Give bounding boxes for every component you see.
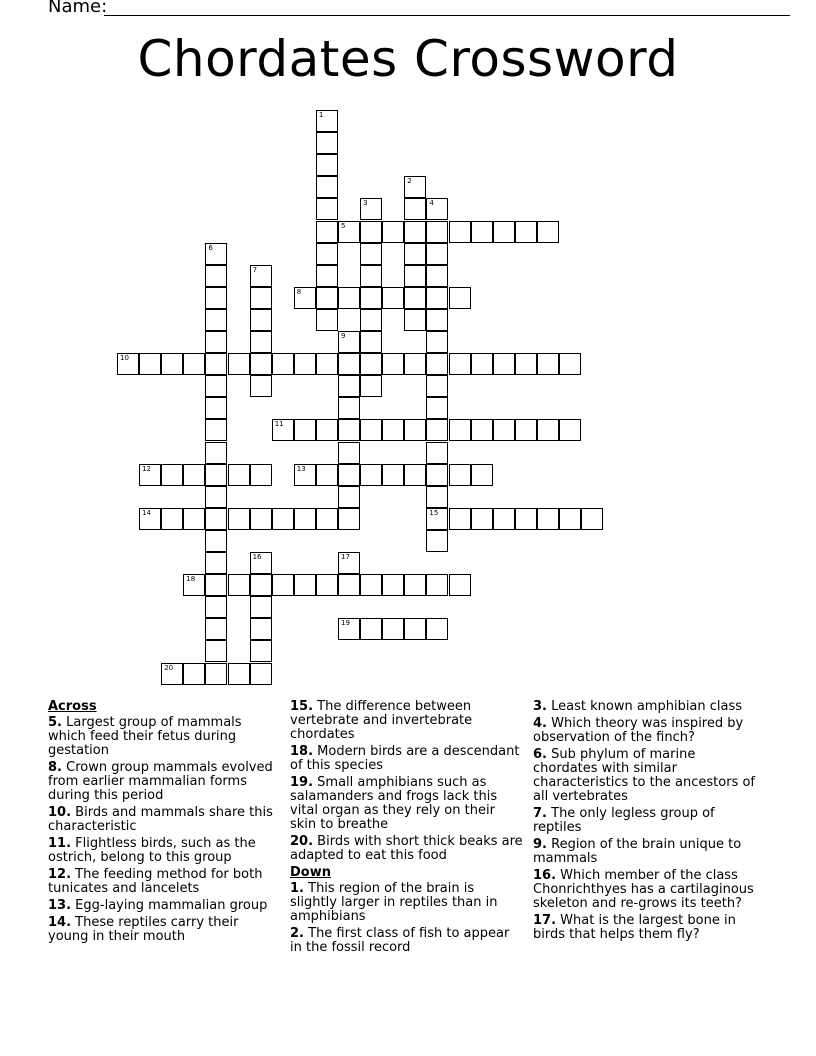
grid-cell[interactable] bbox=[294, 287, 316, 309]
grid-cell[interactable] bbox=[250, 508, 272, 530]
grid-cell[interactable] bbox=[404, 574, 426, 596]
grid-cell[interactable] bbox=[338, 375, 360, 397]
grid-cell[interactable] bbox=[382, 618, 404, 640]
grid-cell[interactable] bbox=[382, 464, 404, 486]
clue-number: 17 bbox=[341, 553, 350, 561]
grid-cell[interactable] bbox=[360, 198, 382, 220]
grid-cell[interactable] bbox=[316, 110, 338, 132]
grid-cell[interactable] bbox=[471, 221, 493, 243]
grid-cell[interactable] bbox=[205, 574, 227, 596]
grid-cell[interactable] bbox=[515, 419, 537, 441]
clue-across-20: 20. Birds with short thick beaks are adapted to eat this food bbox=[290, 834, 523, 863]
clue-column-3 bbox=[533, 700, 763, 945]
clue-number: 4 bbox=[429, 199, 434, 208]
grid-cell[interactable] bbox=[161, 464, 183, 486]
grid-cell[interactable] bbox=[338, 552, 360, 574]
grid-cell[interactable] bbox=[360, 375, 382, 397]
grid-cell[interactable] bbox=[449, 287, 471, 309]
grid-cell[interactable] bbox=[139, 508, 161, 530]
grid-cell[interactable] bbox=[426, 442, 448, 464]
grid-cell[interactable] bbox=[205, 309, 227, 331]
grid-cell[interactable] bbox=[205, 508, 227, 530]
clue-across-11: 11. Flightless birds, such as the ostrich, belong to this group bbox=[48, 836, 256, 865]
clue-number: 19 bbox=[341, 619, 350, 628]
grid-cell[interactable] bbox=[404, 419, 426, 441]
clue-across-18: 18. Modern birds are a descendant of this species bbox=[290, 744, 520, 773]
grid-cell[interactable] bbox=[360, 618, 382, 640]
grid-cell[interactable] bbox=[537, 221, 559, 243]
grid-cell[interactable] bbox=[360, 243, 382, 265]
clue-down-2: 2. The first class of fish to appear in the fossil record bbox=[290, 926, 510, 955]
grid-cell[interactable] bbox=[250, 663, 272, 685]
grid-cell[interactable] bbox=[382, 419, 404, 441]
grid-cell[interactable] bbox=[360, 309, 382, 331]
grid-cell[interactable] bbox=[404, 618, 426, 640]
clue-number: 18 bbox=[186, 575, 196, 584]
clue-down-9: 9. Region of the brain unique to mammals bbox=[533, 837, 742, 866]
grid-cell[interactable] bbox=[316, 198, 338, 220]
grid-cell[interactable] bbox=[493, 221, 515, 243]
grid-cell[interactable] bbox=[250, 287, 272, 309]
clue-number: 3 bbox=[363, 199, 368, 208]
grid-cell[interactable] bbox=[515, 221, 537, 243]
grid-cell[interactable] bbox=[471, 419, 493, 441]
grid-cell[interactable] bbox=[360, 464, 382, 486]
grid-cell[interactable] bbox=[316, 353, 338, 375]
grid-cell[interactable] bbox=[515, 353, 537, 375]
grid-cell[interactable] bbox=[338, 221, 360, 243]
grid-cell[interactable] bbox=[338, 287, 360, 309]
grid-cell[interactable] bbox=[426, 287, 448, 309]
clue-down-4: 4. Which theory was inspired by observation of the finch? bbox=[533, 716, 744, 745]
grid-cell[interactable] bbox=[316, 309, 338, 331]
grid-cell[interactable] bbox=[360, 574, 382, 596]
grid-cell[interactable] bbox=[205, 464, 227, 486]
grid-cell[interactable] bbox=[316, 508, 338, 530]
grid-cell[interactable] bbox=[338, 331, 360, 353]
grid-cell[interactable] bbox=[183, 574, 205, 596]
clue-number: 20 bbox=[164, 663, 174, 672]
clue-number: 11 bbox=[274, 420, 284, 429]
grid-cell[interactable] bbox=[205, 397, 227, 419]
grid-cell[interactable] bbox=[581, 508, 603, 530]
clue-number: 8 bbox=[296, 287, 302, 296]
grid-cell[interactable] bbox=[228, 353, 250, 375]
grid-cell[interactable] bbox=[139, 353, 161, 375]
clue-down-6: 6. Sub phylum of marine chordates with similar characteristics to the ancestors of all vertebrates bbox=[533, 747, 756, 804]
grid-cell[interactable] bbox=[426, 243, 448, 265]
grid-cell[interactable] bbox=[294, 464, 316, 486]
clue-number: 16 bbox=[252, 553, 262, 561]
grid-cell[interactable] bbox=[426, 198, 448, 220]
grid-cell[interactable] bbox=[426, 309, 448, 331]
clue-across-10: 10. Birds and mammals share this characteristic bbox=[48, 805, 273, 834]
across-heading: Across bbox=[48, 699, 97, 714]
grid-cell[interactable] bbox=[250, 309, 272, 331]
grid-cell[interactable] bbox=[294, 574, 316, 596]
clue-number: 5 bbox=[341, 221, 346, 230]
grid-cell[interactable] bbox=[228, 663, 250, 685]
clue-number: 14 bbox=[142, 508, 152, 517]
grid-cell[interactable] bbox=[382, 221, 404, 243]
grid-cell[interactable] bbox=[205, 375, 227, 397]
clue-number: 9 bbox=[341, 332, 346, 340]
grid-cell[interactable] bbox=[338, 486, 360, 508]
grid-cell[interactable] bbox=[493, 419, 515, 441]
grid-cell[interactable] bbox=[338, 464, 360, 486]
grid-cell[interactable] bbox=[294, 353, 316, 375]
grid-cell[interactable] bbox=[205, 618, 227, 640]
grid-cell[interactable] bbox=[205, 353, 227, 375]
grid-cell[interactable] bbox=[537, 419, 559, 441]
grid-cell[interactable] bbox=[360, 419, 382, 441]
grid-cell[interactable] bbox=[316, 243, 338, 265]
grid-cell[interactable] bbox=[139, 464, 161, 486]
clue-across-8: 8. Crown group mammals evolved from earlier mammalian forms during this period bbox=[48, 760, 273, 803]
grid-cell[interactable] bbox=[205, 287, 227, 309]
grid-cell[interactable] bbox=[338, 574, 360, 596]
grid-cell[interactable] bbox=[404, 198, 426, 220]
grid-cell[interactable] bbox=[205, 442, 227, 464]
grid-cell[interactable] bbox=[449, 221, 471, 243]
clue-across-19: 19. Small amphibians such as salamanders and frogs lack this vital organ as they rely on their skin to breathe bbox=[290, 775, 498, 832]
grid-cell[interactable] bbox=[183, 353, 205, 375]
grid-cell[interactable] bbox=[250, 574, 272, 596]
grid-cell[interactable] bbox=[426, 265, 448, 287]
name-label: Name: bbox=[48, 0, 108, 17]
grid-cell[interactable] bbox=[471, 353, 493, 375]
clue-across-13: 13. Egg-laying mammalian group bbox=[48, 898, 268, 913]
clue-number: 12 bbox=[142, 464, 152, 473]
grid-cell[interactable] bbox=[205, 640, 227, 662]
grid-cell[interactable] bbox=[205, 419, 227, 441]
grid-cell[interactable] bbox=[537, 508, 559, 530]
grid-cell[interactable] bbox=[205, 663, 227, 685]
grid-cell[interactable] bbox=[183, 464, 205, 486]
grid-cell[interactable] bbox=[559, 419, 581, 441]
clue-across-15: 15. The difference between vertebrate and invertebrate chordates bbox=[290, 699, 473, 742]
clue-number: 1 bbox=[318, 111, 324, 119]
grid-cell[interactable] bbox=[250, 618, 272, 640]
grid-cell[interactable] bbox=[250, 265, 272, 287]
grid-cell[interactable] bbox=[316, 464, 338, 486]
clue-across-5: 5. Largest group of mammals which feed their fetus during gestation bbox=[48, 715, 242, 758]
grid-cell[interactable] bbox=[360, 287, 382, 309]
grid-cell[interactable] bbox=[404, 464, 426, 486]
grid-cell[interactable] bbox=[316, 132, 338, 154]
grid-cell[interactable] bbox=[316, 287, 338, 309]
clue-across-12: 12. The feeding method for both tunicates and lancelets bbox=[48, 867, 263, 896]
clue-down-3: 3. Least known amphibian class bbox=[533, 699, 743, 714]
grid-cell[interactable] bbox=[382, 287, 404, 309]
clue-number: 13 bbox=[296, 464, 306, 473]
grid-cell[interactable] bbox=[338, 508, 360, 530]
grid-cell[interactable] bbox=[426, 464, 448, 486]
clue-number: 6 bbox=[208, 243, 213, 252]
grid-cell[interactable] bbox=[426, 419, 448, 441]
grid-cell[interactable] bbox=[426, 486, 448, 508]
grid-cell[interactable] bbox=[272, 419, 294, 441]
grid-cell[interactable] bbox=[404, 265, 426, 287]
grid-cell[interactable] bbox=[360, 331, 382, 353]
clue-number: 2 bbox=[407, 177, 412, 186]
grid-cell[interactable] bbox=[404, 176, 426, 198]
clue-number: 7 bbox=[252, 265, 258, 274]
clue-column-1 bbox=[48, 700, 278, 947]
grid-cell[interactable] bbox=[250, 596, 272, 618]
grid-cell[interactable] bbox=[559, 508, 581, 530]
grid-cell[interactable] bbox=[250, 375, 272, 397]
grid-cell[interactable] bbox=[449, 464, 471, 486]
clue-across-14: 14. These reptiles carry their young in their mouth bbox=[48, 915, 239, 944]
grid-cell[interactable] bbox=[272, 574, 294, 596]
grid-cell[interactable] bbox=[449, 508, 471, 530]
grid-cell[interactable] bbox=[161, 353, 183, 375]
clue-number: 15 bbox=[429, 508, 439, 517]
grid-cell[interactable] bbox=[559, 353, 581, 375]
grid-cell[interactable] bbox=[316, 221, 338, 243]
grid-cell[interactable] bbox=[404, 353, 426, 375]
grid-cell[interactable] bbox=[183, 663, 205, 685]
grid-cell[interactable] bbox=[426, 618, 448, 640]
grid-cell[interactable] bbox=[205, 486, 227, 508]
clue-down-17: 17. What is the largest bone in birds that helps them fly? bbox=[533, 913, 736, 942]
clue-down-16: 16. Which member of the class Chonrichthyes has a cartilaginous skeleton and re-grows its teeth? bbox=[533, 868, 754, 911]
grid-cell[interactable] bbox=[205, 552, 227, 574]
grid-cell[interactable] bbox=[161, 508, 183, 530]
grid-cell[interactable] bbox=[117, 353, 139, 375]
grid-cell[interactable] bbox=[360, 265, 382, 287]
grid-cell[interactable] bbox=[338, 353, 360, 375]
grid-cell[interactable] bbox=[338, 442, 360, 464]
grid-cell[interactable] bbox=[294, 419, 316, 441]
grid-cell[interactable] bbox=[316, 176, 338, 198]
grid-cell[interactable] bbox=[426, 221, 448, 243]
grid-cell[interactable] bbox=[449, 419, 471, 441]
grid-cell[interactable] bbox=[250, 552, 272, 574]
grid-cell[interactable] bbox=[426, 375, 448, 397]
grid-cell[interactable] bbox=[382, 353, 404, 375]
clue-number: 10 bbox=[120, 354, 129, 363]
grid-cell[interactable] bbox=[449, 574, 471, 596]
grid-cell[interactable] bbox=[426, 530, 448, 552]
page-title: Chordates Crossword bbox=[137, 30, 679, 88]
grid-cell[interactable] bbox=[404, 309, 426, 331]
grid-cell[interactable] bbox=[250, 640, 272, 662]
grid-cell[interactable] bbox=[250, 464, 272, 486]
grid-cell[interactable] bbox=[471, 508, 493, 530]
grid-cell[interactable] bbox=[205, 331, 227, 353]
grid-cell[interactable] bbox=[183, 508, 205, 530]
grid-cell[interactable] bbox=[493, 353, 515, 375]
grid-cell[interactable] bbox=[338, 419, 360, 441]
grid-cell[interactable] bbox=[360, 353, 382, 375]
grid-cell[interactable] bbox=[382, 574, 404, 596]
grid-cell[interactable] bbox=[449, 353, 471, 375]
clue-down-7: 7. The only legless group of reptiles bbox=[533, 806, 715, 835]
grid-cell[interactable] bbox=[161, 663, 183, 685]
grid-cell[interactable] bbox=[250, 331, 272, 353]
grid-cell[interactable] bbox=[515, 508, 537, 530]
grid-cell[interactable] bbox=[426, 397, 448, 419]
grid-cell[interactable] bbox=[316, 154, 338, 176]
grid-cell[interactable] bbox=[316, 265, 338, 287]
grid-cell[interactable] bbox=[426, 353, 448, 375]
clue-column-2 bbox=[290, 700, 525, 958]
grid-cell[interactable] bbox=[493, 508, 515, 530]
grid-cell[interactable] bbox=[272, 508, 294, 530]
grid-cell[interactable] bbox=[426, 331, 448, 353]
grid-cell[interactable] bbox=[205, 596, 227, 618]
grid-cell[interactable] bbox=[228, 508, 250, 530]
grid-cell[interactable] bbox=[426, 574, 448, 596]
grid-cell[interactable] bbox=[294, 508, 316, 530]
grid-cell[interactable] bbox=[537, 353, 559, 375]
grid-cell[interactable] bbox=[426, 508, 448, 530]
grid-cell[interactable] bbox=[205, 265, 227, 287]
grid-cell[interactable] bbox=[205, 243, 227, 265]
grid-cell[interactable] bbox=[404, 221, 426, 243]
grid-cell[interactable] bbox=[316, 419, 338, 441]
grid-cell[interactable] bbox=[360, 221, 382, 243]
clue-down-1: 1. This region of the brain is slightly larger in reptiles than in amphibians bbox=[290, 881, 498, 924]
grid-cell[interactable] bbox=[338, 397, 360, 419]
grid-cell[interactable] bbox=[316, 574, 338, 596]
grid-cell[interactable] bbox=[272, 353, 294, 375]
grid-cell[interactable] bbox=[404, 243, 426, 265]
down-heading: Down bbox=[290, 865, 331, 880]
grid-cell[interactable] bbox=[205, 530, 227, 552]
grid-cell[interactable] bbox=[228, 574, 250, 596]
grid-cell[interactable] bbox=[250, 353, 272, 375]
grid-cell[interactable] bbox=[228, 464, 250, 486]
grid-cell[interactable] bbox=[338, 618, 360, 640]
grid-cell[interactable] bbox=[404, 287, 426, 309]
grid-cell[interactable] bbox=[471, 464, 493, 486]
